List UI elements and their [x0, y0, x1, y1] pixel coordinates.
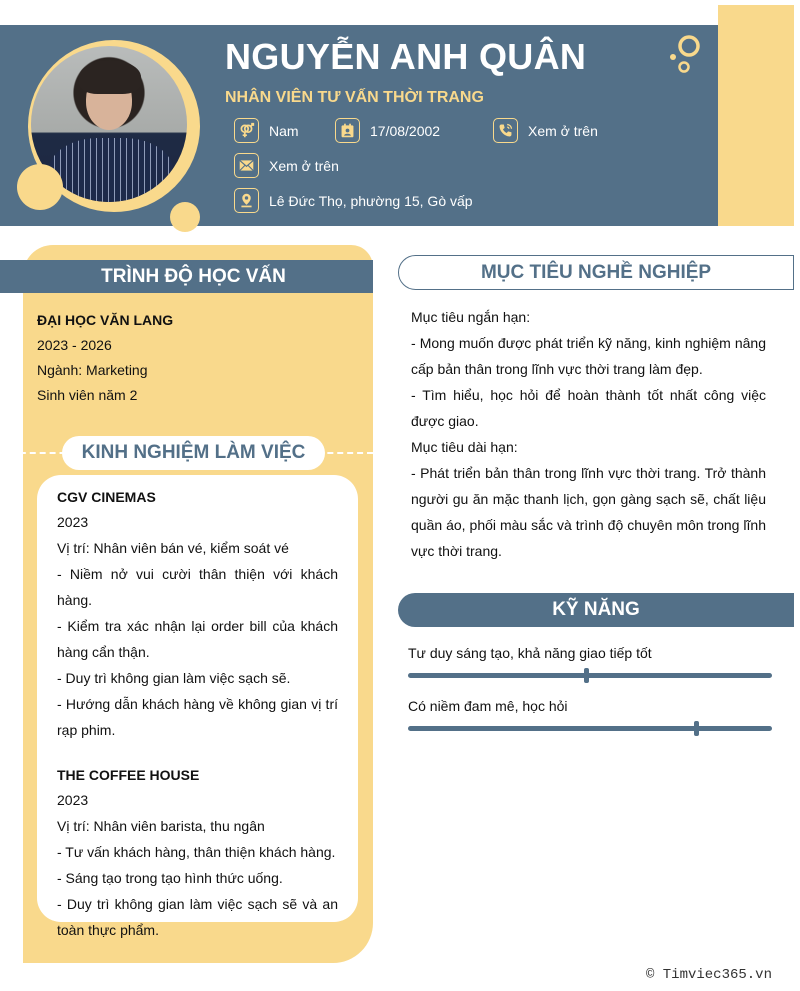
job-duty: - Tư vấn khách hàng, thân thiện khách hàng. [57, 844, 336, 860]
job-duty: - Kiểm tra xác nhận lại order bill của khách hàng cẩn thận. [57, 618, 338, 660]
education-major: Ngành: Marketing [37, 362, 148, 378]
skill-item [408, 644, 772, 678]
job-position: Vị trí: Nhân viên bán vé, kiểm soát vé [57, 540, 289, 556]
objective-section [411, 304, 766, 564]
education-note: Sinh viên năm 2 [37, 387, 138, 403]
info-email [234, 153, 339, 178]
objective-line: - Phát triển bản thân trong lĩnh vực thời trang. Trở thành người gu ăn mặc thanh lịch, gọn gàng sạch sẽ, chất liệu quần áo, phối màu sắc và trình độ chuyên môn trong lĩnh vực thời trang. [411, 465, 766, 559]
skill-level-marker [584, 668, 589, 683]
job-year: 2023 [57, 514, 89, 530]
info-address [234, 188, 473, 213]
experience-item [57, 485, 338, 743]
education-heading: TRÌNH ĐỘ HỌC VẤN [0, 260, 373, 293]
job-duty: - Hướng dẫn khách hàng về không gian vị trí rạp phim. [57, 696, 338, 738]
address-value: Lê Đức Thọ, phường 15, Gò vấp [269, 192, 473, 209]
job-year: 2023 [57, 792, 89, 808]
phone-icon [493, 118, 518, 143]
gender-value: Nam [269, 122, 299, 139]
info-gender [234, 118, 299, 143]
email-value: Xem ở trên [269, 157, 339, 174]
job-duty: - Sáng tạo trong tạo hình thức uống. [57, 870, 283, 886]
birthday-value: 17/08/2002 [370, 122, 441, 139]
decor-circle [17, 164, 63, 210]
decor-circle [170, 202, 200, 232]
info-phone [493, 118, 598, 143]
objective-heading: MỤC TIÊU NGHỀ NGHIỆP [398, 255, 794, 290]
footer-copyright: © Timviec365.vn [645, 967, 772, 983]
mail-icon [234, 153, 259, 178]
calendar-icon [335, 118, 360, 143]
education-section [37, 308, 173, 408]
company-name: THE COFFEE HOUSE [57, 767, 200, 783]
candidate-name: NGUYỄN ANH QUÂN [225, 36, 587, 77]
objective-line: Mục tiêu ngắn hạn: [411, 309, 531, 325]
objective-line: Mục tiêu dài hạn: [411, 439, 518, 455]
school-name: ĐẠI HỌC VĂN LANG [37, 312, 174, 328]
skills-heading: KỸ NĂNG [398, 593, 794, 627]
experience-card [37, 475, 358, 938]
skill-bar [408, 726, 772, 731]
job-title: NHÂN VIÊN TƯ VẤN THỜI TRANG [225, 89, 484, 106]
skill-label: Tư duy sáng tạo, khả năng giao tiếp tốt [408, 645, 652, 661]
objective-line: - Tìm hiểu, học hỏi để hoàn thành tốt nhất công việc được giao. [411, 387, 766, 429]
header-accent-block [718, 5, 794, 226]
experience-heading: KINH NGHIỆM LÀM VIỆC [62, 436, 325, 470]
phone-value: Xem ở trên [528, 122, 598, 139]
job-duty: - Niềm nở vui cười thân thiện với khách hàng. [57, 566, 338, 608]
job-duty: - Duy trì không gian làm việc sạch sẽ. [57, 670, 291, 686]
job-duty: - Duy trì không gian làm việc sạch sẽ và an toàn thực phẩm. [57, 896, 338, 938]
location-icon [234, 188, 259, 213]
skill-level-marker [694, 721, 699, 736]
company-name: CGV CINEMAS [57, 489, 156, 505]
gender-icon [234, 118, 259, 143]
skill-item [408, 697, 772, 731]
experience-item [57, 763, 338, 943]
skill-bar [408, 673, 772, 678]
job-position: Vị trí: Nhân viên barista, thu ngân [57, 818, 265, 834]
skill-label: Có niềm đam mê, học hỏi [408, 698, 568, 714]
info-birthday [335, 118, 440, 143]
education-period: 2023 - 2026 [37, 337, 112, 353]
bubbles-icon [665, 30, 710, 75]
objective-line: - Mong muốn được phát triển kỹ năng, kinh nghiệm nâng cấp bản thân trong lĩnh vực thời trang làm đẹp. [411, 335, 766, 377]
